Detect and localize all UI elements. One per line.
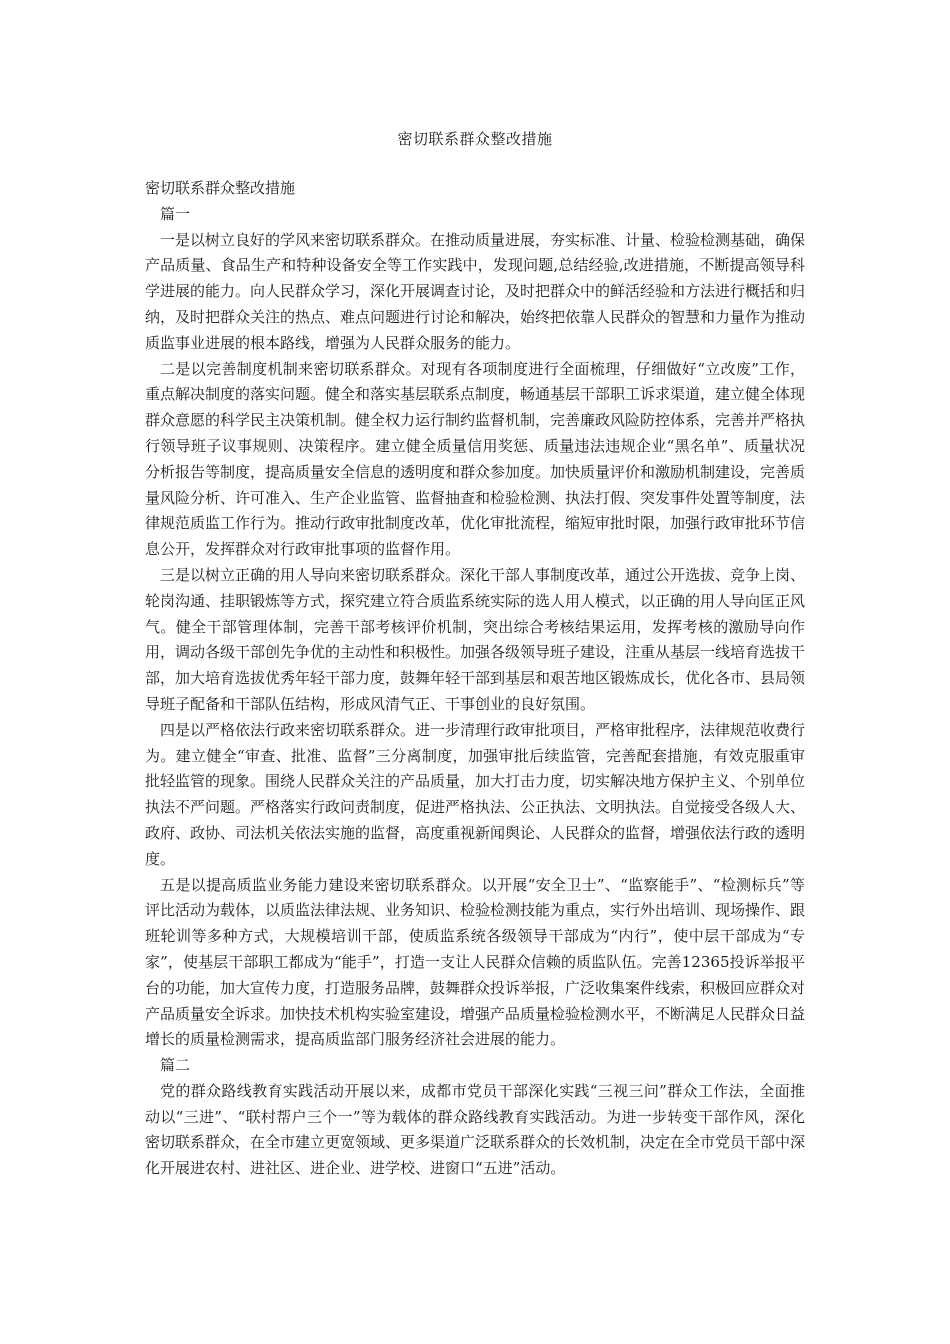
paragraph-1: 一是以树立良好的学风来密切联系群众。在推动质量进展，夯实标准、计量、检验检测基础，确保产品质量、食品生产和特种设备安全等工作实践中，发现问题,总结经验,改进措施，不断提高领导科学进展的能力。向人民群众学习，深化开展调查讨论，及时把群众中的鲜活经验和方法进行概括和归纳，及时把群众关注的热点、难点问题进行讨论和解决，始终把依靠人民群众的智慧和力量作为推动质监事业进展的根本路线，增强为人民群众服务的能力。 bbox=[145, 230, 806, 352]
paragraph-4: 四是以严格依法行政来密切联系群众。进一步清理行政审批项目，严格审批程序，法律规范收费行为。建立健全“审查、批准、监督”三分离制度，加强审批后续监管，完善配套措施，有效克服重审批轻监管的现象。围绕人民群众关注的产品质量，加大打击力度，切实解决地方保护主义、个别单位执法不严问题。严格落实行政问责制度，促进严格执法、公正执法、文明执法。自觉接受各级人大、政府、政协、司法机关依法实施的监督，高度重视新闻舆论、人民群众的监督，增强依法行政的透明度。 bbox=[145, 720, 806, 868]
section-label-1: 篇一 bbox=[160, 204, 191, 223]
paragraph-3: 三是以树立正确的用人导向来密切联系群众。深化干部人事制度改革，通过公开选拔、竞争上岗、轮岗沟通、挂职锻炼等方式，探究建立符合质监系统实际的选人用人模式，以正确的用人导向匡正风气。健全干部管理体制，完善干部考核评价机制，突出综合考核结果运用，发挥考核的激励导向作用，调动各级干部创先争优的主动性和积极性。加强各级领导班子建设，注重从基层一线培育选拔干部，加大培育选拔优秀年轻干部力度，鼓舞年轻干部到基层和艰苦地区锻炼成长，优化各市、县局领导班子配备和干部队伍结构，形成风清气正、干事创业的良好氛围。 bbox=[145, 565, 806, 713]
document-subtitle: 密切联系群众整改措施 bbox=[145, 179, 296, 197]
section-label-2: 篇二 bbox=[160, 1056, 191, 1075]
paragraph-6: 党的群众路线教育实践活动开展以来，成都市党员干部深化实践“三视三问”群众工作法，全面推动以“三进”、“联村帮户三个一”等为载体的群众路线教育实践活动。为进一步转变干部作风，深化密切联系群众，在全市建立更宽领域、更多渠道广泛联系群众的长效机制，决定在全市党员干部中深化开展进农村、进社区、进企业、进学校、进窗口“五进”活动。 bbox=[145, 1081, 806, 1178]
paragraph-2: 二是以完善制度机制来密切联系群众。对现有各项制度进行全面梳理，仔细做好“立改废”工作，重点解决制度的落实问题。健全和落实基层联系点制度，畅通基层干部职工诉求渠道，建立健全体现群众意愿的科学民主决策机制。健全权力运行制约监督机制，完善廉政风险防控体系，完善并严格执行领导班子议事规则、决策程序。建立健全质量信用奖惩、质量违法违规企业“黑名单”、质量状况分析报告等制度，提高质量安全信息的透明度和群众参加度。加快质量评价和激励机制建设，完善质量风险分析、许可准入、生产企业监管、监督抽查和检验检测、执法打假、突发事件处置等制度，法律规范质监工作行为。推动行政审批制度改革，优化审批流程，缩短审批时限，加强行政审批环节信息公开，发挥群众对行政审批事项的监督作用。 bbox=[145, 359, 806, 559]
document-body bbox=[145, 176, 805, 1182]
paragraph-5: 五是以提高质监业务能力建设来密切联系群众。以开展“安全卫士”、“监察能手”、“检测标兵”等评比活动为载体，以质监法律法规、业务知识、检验检测技能为重点，实行外出培训、现场操作、跟班轮训等多种方式，大规模培训干部，使质监系统各级领导干部成为“内行”，使中层干部成为“专家”，使基层干部职工都成为“能手”，打造一支让人民群众信赖的质监队伍。完善12365投诉举报平台的功能，加大宣传力度，打造服务品牌，鼓舞群众投诉举报，广泛收集案件线索，积极回应群众对产品质量安全诉求。加快技术机构实验室建设，增强产品质量检验检测水平，不断满足人民群众日益增长的质量检测需求，提高质监部门服务经济社会进展的能力。 bbox=[145, 875, 806, 1049]
document-title: 密切联系群众整改措施 bbox=[397, 130, 553, 148]
